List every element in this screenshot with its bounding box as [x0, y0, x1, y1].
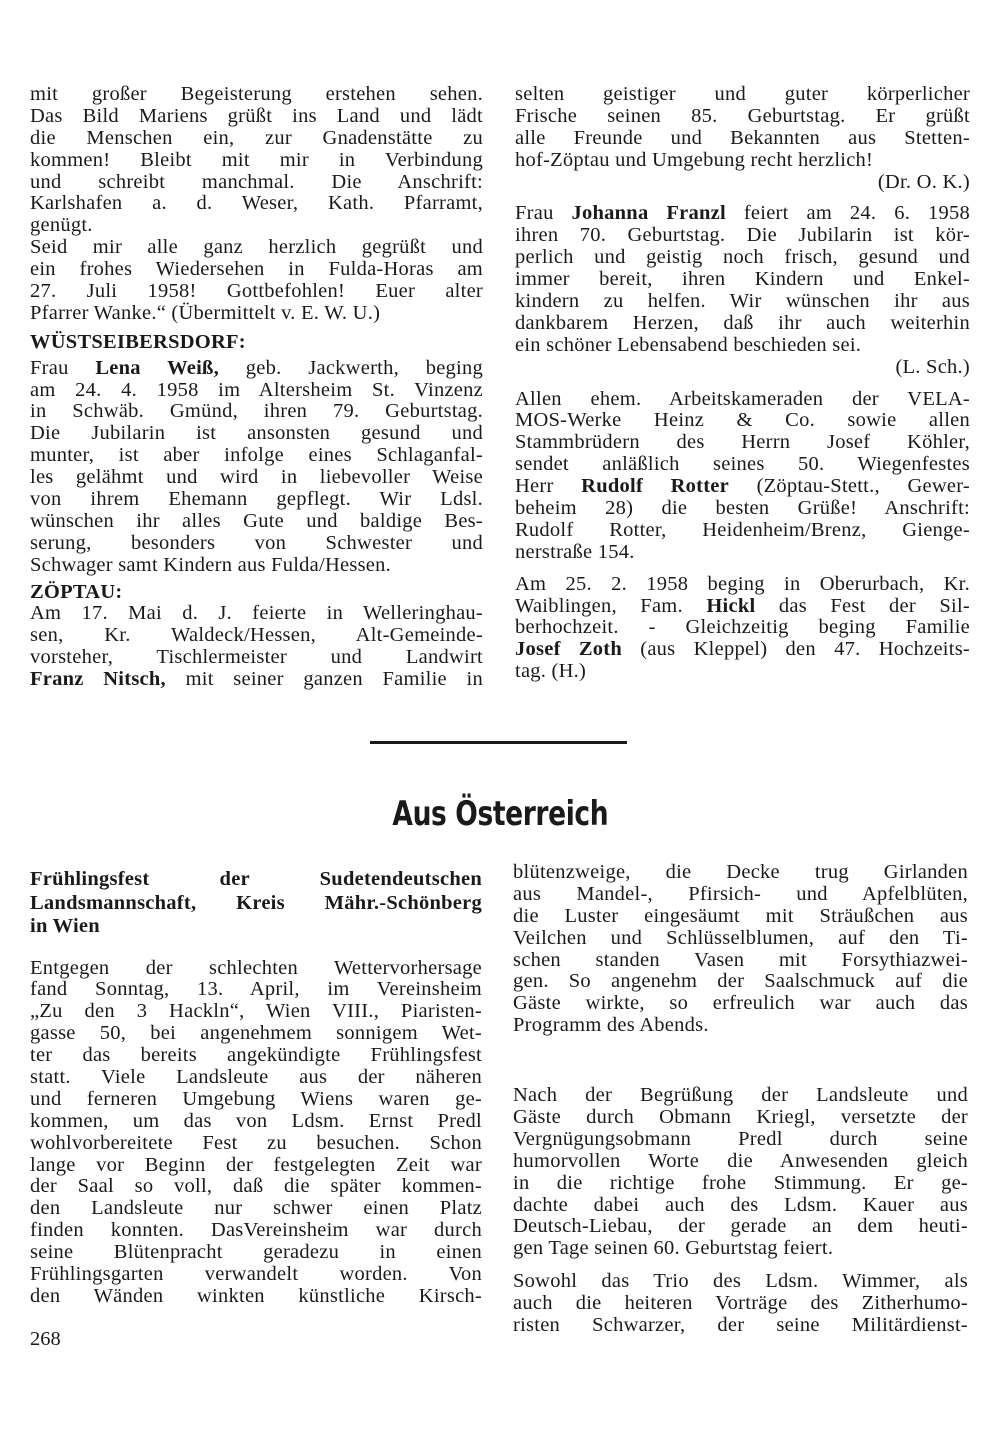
paragraph — [30, 237, 483, 325]
text-line: Am 25. 2. 1958 beging in Oberurbach, Kr. — [515, 572, 970, 595]
text-line: risten Schwarzer, der seine Militärdienst- — [513, 1314, 968, 1337]
text-line: tag. (H.) — [515, 660, 587, 683]
text-line: gasse 50, bei angenehmem sonnigem Wet- — [30, 1022, 482, 1045]
text-line: serung, besonders von Schwester und — [30, 531, 483, 554]
text-line: finden konnten. DasVereinsheim war durch — [30, 1219, 482, 1242]
section-heading-text: Aus Österreich — [392, 794, 608, 834]
text-line: Rudolf Rotter, Heidenheim/Brenz, Giengе- — [515, 518, 970, 541]
text-line — [515, 203, 970, 225]
bold-name: Josef Zoth — [515, 638, 623, 661]
paragraph — [515, 203, 970, 356]
bold-name: Rudolf Rotter — [581, 475, 729, 498]
text-line: Seid mir alle ganz herzlich gegrüßt und — [30, 236, 483, 259]
text-line — [515, 596, 970, 618]
paragraph — [515, 574, 970, 683]
text-line: Die Jubilarin ist ansonsten gesund und — [30, 422, 483, 445]
text-line: Schwager samt Kindern aus Fulda/Hessen. — [30, 553, 392, 576]
text-line: Stammbrüdern des Herrn Josef Köhler, — [515, 431, 970, 454]
text-line: Pfarrer Wanke.“ (Übermittelt v. E. W. U.) — [30, 301, 381, 324]
text-line: die Luster eingesäumt mit Sträußchen aus — [513, 904, 968, 927]
paragraph — [30, 958, 482, 1308]
paragraph — [513, 1271, 968, 1337]
text-line: genügt. — [30, 214, 93, 237]
text-line: Gäste durch Obmann Kriegl, versetzte der — [513, 1106, 968, 1129]
text-line: der Saal so voll, daß die später kommen- — [30, 1175, 482, 1198]
text-line: lange vor Beginn der festgelegten Zeit war — [30, 1153, 482, 1176]
section-subheading — [30, 582, 483, 604]
text-line: den Wänden winkten künstliche Kirsch- — [30, 1284, 482, 1307]
text-line: gen. So angenehm der Saalschmuck auf die — [513, 970, 968, 993]
paragraph — [30, 84, 483, 237]
text-line: schen standen Vasen mit Forsythiazwei- — [513, 948, 968, 971]
text-segment: Frau — [30, 356, 96, 379]
text-line: „Zu den 3 Hackln“, Wien VIII., Piaristen- — [30, 1000, 482, 1023]
text-line: ein schöner Lebensabend beschieden sei. — [515, 333, 862, 356]
top-right-column — [515, 84, 970, 683]
text-line: den Landsleute nur schwer einen Platz — [30, 1197, 482, 1220]
text-line: alle Freunde und Bekannten aus Stetten- — [515, 126, 970, 149]
paragraph — [30, 603, 483, 691]
text-line: in Wien — [30, 915, 100, 937]
paragraph — [515, 84, 970, 172]
text-line: humorvollen Worte die Anwesenden gleich — [513, 1149, 968, 1172]
text-line: Karlshafen a. d. Weser, Kath. Pfarramt, — [30, 192, 483, 215]
text-line: vorsteher, Tischlermeister und Landwirt — [30, 646, 483, 669]
text-segment: Herr — [515, 475, 582, 498]
bold-name: Johanna Franzl — [571, 202, 726, 225]
text-line: MOS-Werke Heinz & Co. sowie allen — [515, 409, 970, 432]
text-line: kommen, um das von Ldsm. Ernst Predl — [30, 1109, 482, 1132]
text-line: selten geistiger und guter körperlicher — [515, 83, 970, 105]
text-line: 27. Juli 1958! Gottbefohlen! Euer alter — [30, 280, 483, 303]
text-line: und schreibt manchmal. Die Anschrift: — [30, 170, 483, 193]
text-line: in Schwäb. Gmünd, ihren 79. Geburtstag. — [30, 400, 483, 423]
text-segment: (Zöptau-Stett., Gewer- — [729, 475, 970, 498]
text-line: Deutsch-Liebau, der gerade an dem heuti- — [513, 1215, 968, 1238]
text-line: Das Bild Mariens grüßt ins Land und lädt — [30, 104, 483, 127]
text-segment: das Fest der Sil- — [755, 594, 970, 617]
text-line: wohlvorbereitete Fest zu besuchen. Schon — [30, 1131, 482, 1154]
text-line: sen, Kr. Waldeck/Hessen, Alt-Gemeinde- — [30, 624, 483, 647]
section-divider — [370, 741, 627, 744]
text-line: kommen! Bleibt mit mir in Verbindung — [30, 148, 483, 171]
text-line: (L. Sch.) — [895, 355, 970, 378]
text-line: ihren 70. Geburtstag. Die Jubilarin ist kör- — [515, 224, 970, 247]
text-line: ZÖPTAU: — [30, 580, 123, 603]
section-subheading — [30, 868, 482, 939]
signature — [515, 172, 970, 194]
text-line: immer bereit, ihren Kindern und Enkel- — [515, 268, 970, 291]
text-line: beheim 28) die besten Grüße! Anschrift: — [515, 497, 970, 520]
text-line — [30, 669, 483, 691]
text-segment: mit seiner ganzen Familie in — [165, 668, 483, 691]
text-line: blütenzweige, die Decke trug Girlanden — [513, 861, 968, 883]
text-line: und ferneren Umgebung Wiens waren ge- — [30, 1087, 482, 1110]
bottom-right-column — [513, 862, 968, 1337]
text-line: auch die heiteren Vorträge des Zitherhumo- — [513, 1292, 968, 1315]
text-line: in die richtige frohe Stimmung. Er ge- — [513, 1171, 968, 1194]
text-line: ter das bereits angekündigte Frühlingsfest — [30, 1044, 482, 1067]
text-line: kindern zu helfen. Wir wünschen ihr aus — [515, 290, 970, 313]
section-heading — [0, 794, 1000, 834]
bold-name: Hickl — [706, 594, 756, 617]
text-line — [515, 476, 970, 498]
signature — [515, 357, 970, 379]
text-segment: Frau — [515, 202, 572, 225]
text-line: fand Sonntag, 13. April, im Vereinsheim — [30, 978, 482, 1001]
text-line: sendet anläßlich seines 50. Wiegenfestes — [515, 453, 970, 476]
text-line — [515, 639, 970, 661]
paragraph — [515, 389, 970, 564]
text-line: ein frohes Wiedersehen in Fulda-Horas am — [30, 258, 483, 281]
bold-name: Franz Nitsch, — [30, 668, 166, 691]
text-line: les gelähmt und wird in liebevoller Weise — [30, 466, 483, 489]
bottom-left-column — [30, 868, 482, 1308]
text-line: Programm des Abends. — [513, 1014, 709, 1037]
paragraph — [513, 862, 968, 1037]
text-line: Frühlingsfest der Sudetendeutschen — [30, 868, 482, 890]
paragraph — [30, 358, 483, 577]
text-line: die Menschen ein, zur Gnadenstätte zu — [30, 126, 483, 149]
text-line: nerstraße 154. — [515, 540, 635, 563]
text-line: Veilchen und Schlüsselblumen, auf den Ti- — [513, 926, 968, 949]
paragraph — [513, 1085, 968, 1260]
section-subheading — [30, 332, 483, 354]
text-line: Frühlingsgarten verwandelt worden. Von — [30, 1262, 482, 1285]
text-line: munter, ist aber infolge eines Schlaganfal- — [30, 444, 483, 467]
text-segment: geb. Jackwerth, beging — [219, 356, 483, 379]
text-line: Allen ehem. Arbeitskameraden der VELA- — [515, 387, 970, 410]
text-line: WÜSTSEIBERSDORF: — [30, 330, 246, 353]
top-left-column — [30, 84, 483, 691]
text-line: hof-Zöptau und Umgebung recht herzlich! — [515, 148, 874, 171]
text-line: (Dr. O. K.) — [877, 170, 970, 193]
text-line: Vergnügungsobmann Predl durch seine — [513, 1127, 968, 1150]
text-line: Entgegen der schlechten Wettervorhersage — [30, 956, 482, 979]
text-line: mit großer Begeisterung erstehen sehen. — [30, 83, 483, 105]
text-line: wünschen ihr alles Gute und baldige Bes- — [30, 509, 483, 532]
text-line: Frische seinen 85. Geburtstag. Er grüßt — [515, 104, 970, 127]
text-line: statt. Viele Landsleute aus der näheren — [30, 1065, 482, 1088]
text-line: seine Blütenpracht geradezu in einen — [30, 1241, 482, 1264]
page-number: 268 — [30, 1328, 61, 1350]
text-line: aus Mandel-, Pfirsich- und Apfelblüten, — [513, 882, 968, 905]
text-line: dankbarem Herzen, daß ihr auch weiterhin — [515, 311, 970, 334]
text-line: Nach der Begrüßung der Landsleute und — [513, 1084, 968, 1107]
text-line: Landsmannschaft, Kreis Mähr.-Schönberg — [30, 891, 482, 914]
text-line: dachte dabei auch des Ldsm. Kauer aus — [513, 1193, 968, 1216]
text-line: am 24. 4. 1958 im Altersheim St. Vinzenz — [30, 378, 483, 401]
text-line: Am 17. Mai d. J. feierte in Welleringhau- — [30, 602, 483, 625]
text-line: Gäste wirkte, so erfreulich war auch das — [513, 992, 968, 1015]
text-segment: feiert am 24. 6. 1958 — [725, 202, 970, 225]
text-line — [30, 358, 483, 380]
text-segment: (aus Kleppel) den 47. Hochzeits- — [622, 638, 970, 661]
text-line: Sowohl das Trio des Ldsm. Wimmer, als — [513, 1270, 968, 1293]
text-segment: Waiblingen, Fam. — [515, 594, 707, 617]
text-line: von ihrem Ehemann gepflegt. Wir Ldsl. — [30, 488, 483, 511]
text-line: berhochzeit. - Gleichzeitig beging Familie — [515, 616, 970, 639]
text-line: gen Tage seinen 60. Geburtstag feiert. — [513, 1237, 834, 1260]
text-line: perlich und geistig noch frisch, gesund und — [515, 246, 970, 269]
bold-name: Lena Weiß, — [95, 356, 220, 379]
